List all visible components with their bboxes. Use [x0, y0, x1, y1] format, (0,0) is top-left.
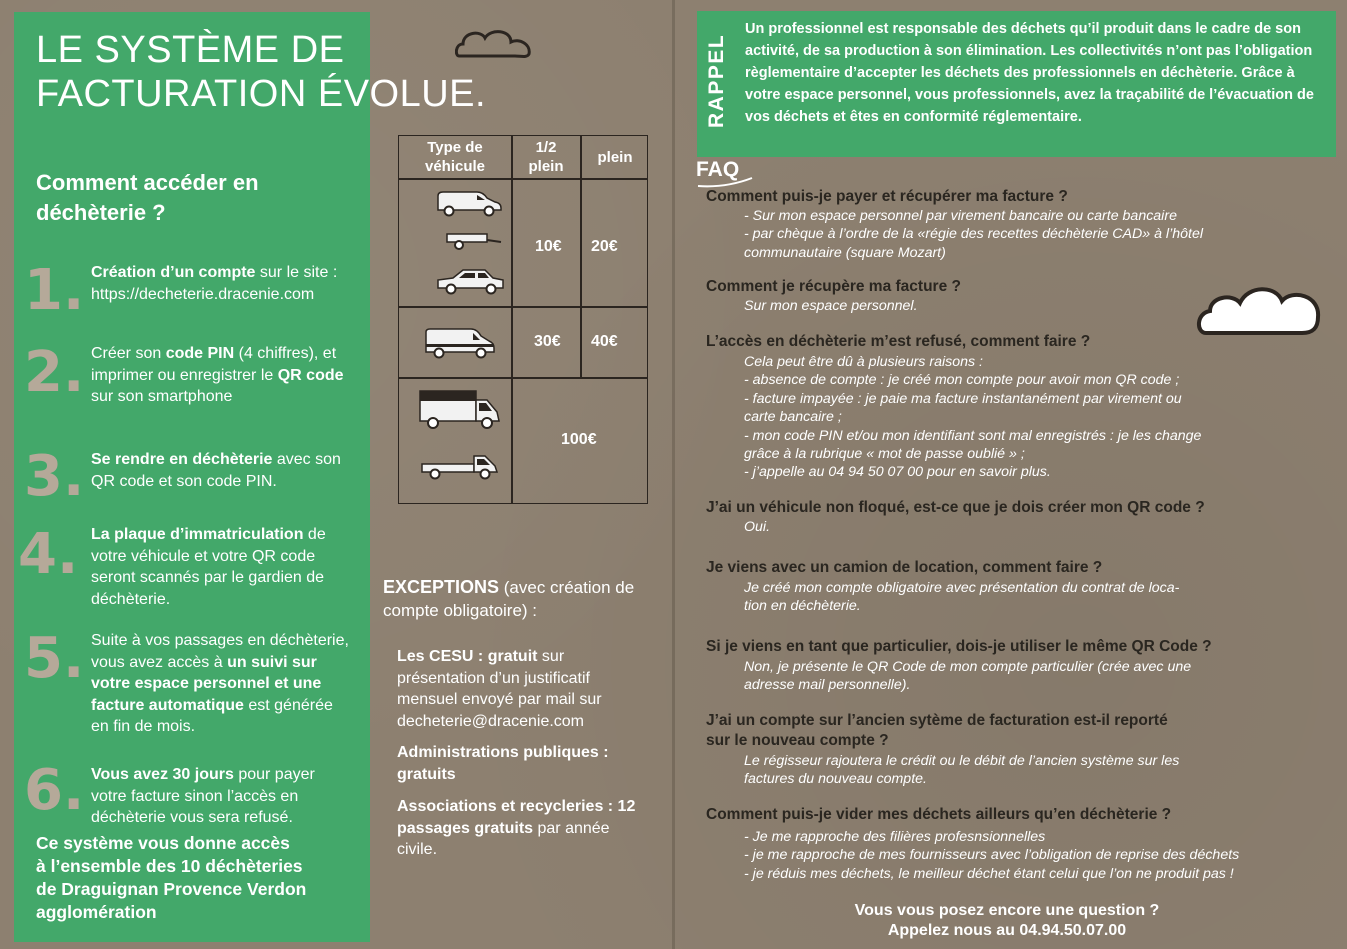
- faq-question: Comment puis-je payer et récupérer ma facture ?: [706, 188, 1068, 205]
- faq-answer: - Sur mon espace personnel par virement bancaire ou carte bancaire - par chèque à l’ordre de la «régie des recettes déchèterie CAD» à l’hôtel communautaire (square Mozart): [744, 208, 1203, 261]
- step-6-text: [91, 764, 353, 829]
- step-1-rest: sur le site : https://decheterie.dracenie.com: [91, 264, 338, 303]
- price-row1-half: 10€: [535, 238, 562, 255]
- trailer-icon: [443, 228, 503, 252]
- header-full: plein: [597, 149, 633, 166]
- header-vehicle-type: Type de véhicule: [424, 139, 486, 175]
- faq-question: Comment je récupère ma facture ?: [706, 278, 961, 295]
- step-number: 3.: [24, 444, 85, 509]
- step-5-text: [91, 630, 353, 738]
- final-question: Vous vous posez encore une question ? Appelez nous au 04.94.50.07.00: [854, 902, 1160, 939]
- price-row3-merged: 100€: [561, 431, 597, 448]
- step-number: 2.: [24, 340, 85, 405]
- faq-answer: Cela peut être dû à plusieurs raisons : - absence de compte : je créé mon compte pour avoir mon QR code ; - facture impayée : je paie ma facture instantanément par virement ou carte bancaire ; - mon code PIN et/ou mon identifiant sont mal enregistrés : je les change grâce à la rubrique « mot de passe oublié » ; - j’appelle au 04 94 50 07 00 pour en savoir plus.: [744, 354, 1202, 481]
- exception-associations-bold: Associations et recycleries : 12 passages gratuits: [397, 798, 636, 837]
- faq-answer: - Je me rapproche des filières profesnsionnelles - je me rapproche de mes fournisseurs avec l’obligation de reprise des déchets - je réduis mes déchets, le meilleur déchet étant celui que l’on ne produit pas !: [744, 829, 1240, 882]
- exception-cesu-bold: Les CESU : gratuit: [397, 648, 538, 665]
- step-2-pre: Créer son: [91, 345, 166, 362]
- exception-cesu: [397, 646, 647, 732]
- exceptions-title-rest: (avec création de compte obligatoire) :: [383, 578, 635, 620]
- faq-answer: Je créé mon compte obligatoire avec présentation du contrat de loca- tion en déchèterie.: [744, 580, 1180, 615]
- exception-associations: [397, 796, 647, 861]
- faq-question: Comment puis-je vider mes déchets ailleurs qu’en déchèterie ?: [706, 806, 1172, 823]
- step-1-text: [91, 262, 353, 305]
- step-3-rest: avec son QR code et son code PIN.: [91, 451, 341, 490]
- step-5-rest: est générée en fin de mois.: [91, 696, 333, 735]
- faq-label: FAQ: [696, 158, 740, 181]
- step-2-bold: code PIN: [165, 345, 235, 362]
- faq-question: Je viens avec un camion de location, comment faire ?: [706, 559, 1103, 576]
- step-2-mid: (4 chiffres), et imprimer ou enregistrer le: [91, 345, 337, 384]
- exceptions-title: [383, 576, 663, 622]
- faq-answer: Oui.: [744, 519, 771, 535]
- step-number: 1.: [24, 258, 85, 323]
- pickup-truck-icon: [419, 450, 499, 482]
- step-number: 4.: [18, 522, 79, 587]
- step-6-rest: pour payer votre facture sinon l’accès en déchèterie vous sera refusé.: [91, 766, 315, 826]
- step-4-text: [91, 524, 353, 610]
- access-title: Comment accéder en déchèterie ?: [36, 170, 259, 225]
- price-table: [398, 135, 648, 504]
- page-title: LE SYSTÈME DE FACTURATION ÉVOLUE.: [36, 29, 487, 115]
- car-icon: [435, 266, 507, 296]
- page-fold: [672, 0, 675, 949]
- faq-answer: Non, je présente le QR Code de mon compte particulier (crée avec une adresse mail personnelle).: [744, 659, 1192, 694]
- faq-question: L’accès en déchèterie m’est refusé, comment faire ?: [706, 333, 1091, 350]
- step-2-rest: sur son smartphone: [91, 388, 233, 405]
- step-5-bold: un suivi sur votre espace personnel et une facture automatique: [91, 653, 322, 714]
- price-row1-full: 20€: [591, 238, 618, 255]
- price-row2-full: 40€: [591, 333, 618, 350]
- header-half-full: 1/2 plein: [528, 139, 564, 175]
- cloud-icon: [455, 26, 535, 60]
- faq-question: Si je viens en tant que particulier, dois-je utiliser le même QR Code ?: [706, 638, 1212, 655]
- step-number: 6.: [24, 758, 85, 823]
- step-2-bold2: QR code: [277, 366, 344, 384]
- step-6-bold: Vous avez 30 jours: [91, 766, 234, 783]
- faq-question: J’ai un véhicule non floqué, est-ce que je dois créer mon QR code ?: [706, 499, 1205, 516]
- step-3-text: [91, 449, 353, 492]
- faq-question: J’ai un compte sur l’ancien sytème de facturation est-il reporté sur le nouveau compte ?: [706, 712, 1168, 749]
- step-5-pre: Suite à vos passages en déchèterie, vous avez accès à: [91, 632, 349, 671]
- closing-note: Ce système vous donne accès à l’ensemble des 10 déchèteries de Draguignan Provence Verdon agglomération: [36, 833, 307, 922]
- box-truck-icon: [417, 388, 503, 432]
- exceptions-title-bold: EXCEPTIONS: [383, 577, 500, 597]
- rappel-label: RAPPEL: [705, 33, 728, 128]
- step-number: 5.: [24, 626, 85, 691]
- price-row2-half: 30€: [534, 333, 561, 350]
- van-icon: [435, 188, 505, 218]
- faq-answer: Le régisseur rajoutera le crédit ou le débit de l’ancien système sur les factures du nouveau compte.: [744, 753, 1180, 788]
- step-1-bold: Création d’un compte: [91, 264, 256, 281]
- rappel-text: Un professionnel est responsable des déchets qu’il produit dans le cadre de son activité, de sa production à son élimination. Les collectivités n’ont pas l’obligation règlementaire d’accepter les déchets des professionnels en déchèterie. Grâce à votre espace personnel, vous professionnels, avez la traçabilité de l’évacuation de vos déchets et êtes en conformité réglementaire.: [745, 21, 1314, 125]
- step-3-bold: Se rendre en déchèterie: [91, 451, 273, 468]
- utility-van-icon: [423, 326, 497, 360]
- exception-associations-text: par année civile.: [397, 819, 610, 858]
- faq-answer: Sur mon espace personnel.: [744, 298, 918, 314]
- step-4-rest: de votre véhicule et votre QR code seront scannés par le gardien de déchèterie.: [91, 526, 326, 608]
- exception-administrations-bold: Administrations publiques : gratuits: [397, 744, 609, 783]
- exception-cesu-text: sur présentation d’un justificatif mensuel envoyé par mail sur decheterie@dracenie.com: [397, 648, 602, 730]
- exception-administrations: [397, 742, 647, 785]
- step-4-bold: La plaque d’immatriculation: [91, 526, 304, 543]
- step-2-text: [91, 343, 353, 408]
